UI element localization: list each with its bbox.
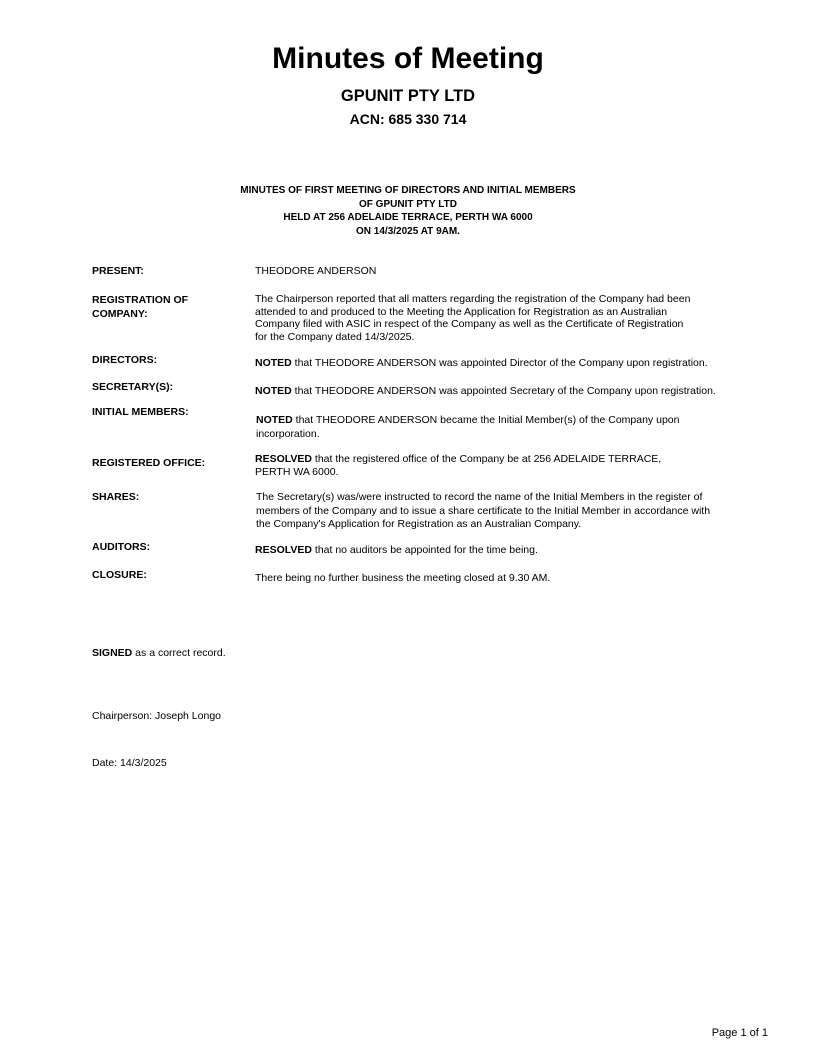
shares-line: the Company's Application for Registration as an Australian Company. [256, 518, 582, 530]
registered-office-body: that the registered office of the Company be at 256 ADELAIDE TERRACE, [311, 453, 662, 465]
initial-members-text [256, 413, 746, 441]
registered-office-line [255, 453, 745, 466]
document-title: Minutes of Meeting [272, 42, 544, 75]
registration-text [255, 293, 745, 343]
heading-line: HELD AT 256 ADELAIDE TERRACE, PERTH WA 6000 [283, 212, 533, 223]
auditors-keyword: RESOLVED [255, 544, 312, 556]
page-number: Page 1 of 1 [711, 1027, 768, 1039]
shares-text [256, 491, 746, 532]
directors-body: that THEODORE ANDERSON was appointed Director of the Company upon registration. [291, 357, 708, 369]
initial-members-label: INITIAL MEMBERS: [92, 406, 189, 418]
registered-office-text [255, 453, 745, 479]
present-text: THEODORE ANDERSON [255, 265, 377, 277]
registration-label-line: COMPANY: [92, 308, 148, 320]
shares-line: members of the Company and to issue a share certificate to the Initial Member in accordance with [256, 504, 711, 517]
registered-office-keyword: RESOLVED [255, 453, 312, 465]
heading-line: OF GPUNIT PTY LTD [359, 198, 457, 210]
date-line: Date: 14/3/2025 [92, 757, 167, 769]
signed-body: as a correct record. [132, 647, 226, 659]
registration-text-line: Company filed with ASIC in respect of the Company as well as the Certificate of Registration [255, 318, 684, 330]
signed-statement [92, 646, 226, 660]
auditors-label: AUDITORS: [92, 541, 151, 553]
auditors-body: that no auditors be appointed for the time being. [311, 544, 538, 556]
registration-text-line: The Chairperson reported that all matters regarding the registration of the Company had been [255, 293, 691, 305]
shares-line: The Secretary(s) was/were instructed to record the name of the Initial Members in the register of [256, 491, 703, 503]
registration-label [92, 293, 242, 321]
chairperson-line: Chairperson: Joseph Longo [92, 710, 222, 722]
directors-text [255, 357, 755, 370]
meeting-heading [0, 184, 816, 238]
secretary-label: SECRETARY(S): [92, 381, 174, 393]
company-acn: ACN: 685 330 714 [349, 111, 467, 127]
registration-label-line: REGISTRATION OF [92, 294, 189, 306]
heading-line: ON 14/3/2025 AT 9AM. [356, 225, 460, 237]
closure-text: There being no further business the meeting closed at 9.30 AM. [255, 572, 551, 584]
present-label: PRESENT: [92, 265, 144, 277]
shares-label: SHARES: [92, 491, 140, 503]
secretary-body: that THEODORE ANDERSON was appointed Secretary of the Company upon registration. [291, 385, 716, 397]
secretary-keyword: NOTED [255, 385, 292, 397]
initial-members-keyword: NOTED [256, 414, 293, 426]
initial-members-line [256, 413, 746, 427]
registration-text-line: attended to and produced to the Meeting the Application for Registration as an Australian [255, 305, 668, 318]
directors-keyword: NOTED [255, 357, 292, 369]
auditors-text [255, 544, 745, 557]
registered-office-line: PERTH WA 6000. [255, 466, 339, 478]
closure-label: CLOSURE: [92, 569, 147, 581]
initial-members-body: that THEODORE ANDERSON became the Initial Member(s) of the Company upon [292, 414, 680, 426]
signed-keyword: SIGNED [92, 647, 133, 659]
directors-label: DIRECTORS: [92, 354, 158, 366]
heading-line: MINUTES OF FIRST MEETING OF DIRECTORS AND INITIAL MEMBERS [240, 185, 576, 196]
registration-text-line: for the Company dated 14/3/2025. [255, 330, 415, 343]
registered-office-label: REGISTERED OFFICE: [92, 457, 206, 469]
initial-members-line: incorporation. [256, 428, 320, 440]
company-name: GPUNIT PTY LTD [340, 87, 476, 105]
secretary-text [255, 385, 765, 398]
